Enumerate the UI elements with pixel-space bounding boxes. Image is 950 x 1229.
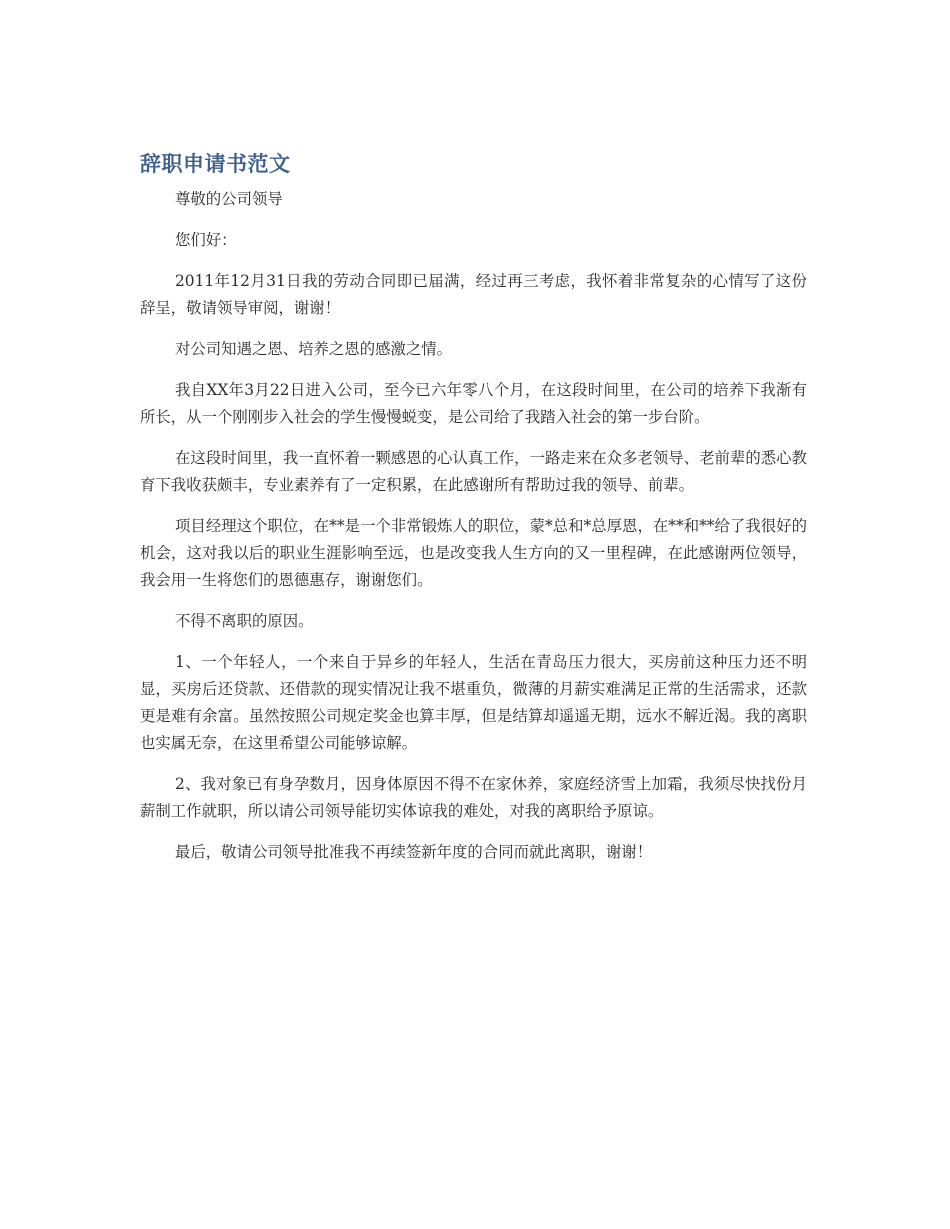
paragraph-closing: 最后，敬请公司领导批准我不再续签新年度的合同而就此离职，谢谢！ xyxy=(175,843,653,861)
paragraph-contract: 2011年12月31日我的劳动合同即已届满，经过再三考虑，我怀着非常复杂的心情写了这份辞呈，敬请领导审阅，谢谢！ xyxy=(140,272,807,317)
greeting: 您们好： xyxy=(175,231,237,249)
document-title: 辞职申请书范文 xyxy=(140,152,291,176)
paragraph-reason-1: 1、一个年轻人，一个来自于异乡的年轻人，生活在青岛压力很大，买房前这种压力还不明显，买房后还贷款、还借款的现实情况让我不堪重负，微薄的月薪实难满足正常的生活需求，还款更是难有余富。虽然按照公司规定奖金也算丰厚，但是结算却遥遥无期，远水不解近渴。我的离职也实属无奈，在这里希望公司能够谅解。 xyxy=(140,653,807,752)
paragraph-gratitude-heading: 对公司知遇之恩、培养之恩的感激之情。 xyxy=(175,340,453,358)
paragraph-project-manager: 项目经理这个职位，在**是一个非常锻炼人的职位，蒙*总和*总厚恩，在**和**给了我很好的机会，这对我以后的职业生涯影响至远，也是改变我人生方向的又一里程碑，在此感谢两位领导，我会用一生将您们的恩德惠存，谢谢您们。 xyxy=(140,517,807,589)
paragraph-reason-2: 2、我对象已有身孕数月，因身体原因不得不在家休养，家庭经济雪上加霜，我须尽快找份月薪制工作就职，所以请公司领导能切实体谅我的难处，对我的离职给予原谅。 xyxy=(140,775,807,820)
paragraph-joined-company: 我自XX年3月22日进入公司，至今已六年零八个月，在这段时间里，在公司的培养下我渐有所长，从一个刚刚步入社会的学生慢慢蜕变，是公司给了我踏入社会的第一步台阶。 xyxy=(140,381,807,426)
salutation: 尊敬的公司领导 xyxy=(175,190,283,208)
paragraph-reasons-heading: 不得不离职的原因。 xyxy=(175,612,314,630)
paragraph-thanks-colleagues: 在这段时间里，我一直怀着一颗感恩的心认真工作，一路走来在众多老领导、老前辈的悉心教育下我收获颇丰，专业素养有了一定积累，在此感谢所有帮助过我的领导、前辈。 xyxy=(140,449,807,494)
